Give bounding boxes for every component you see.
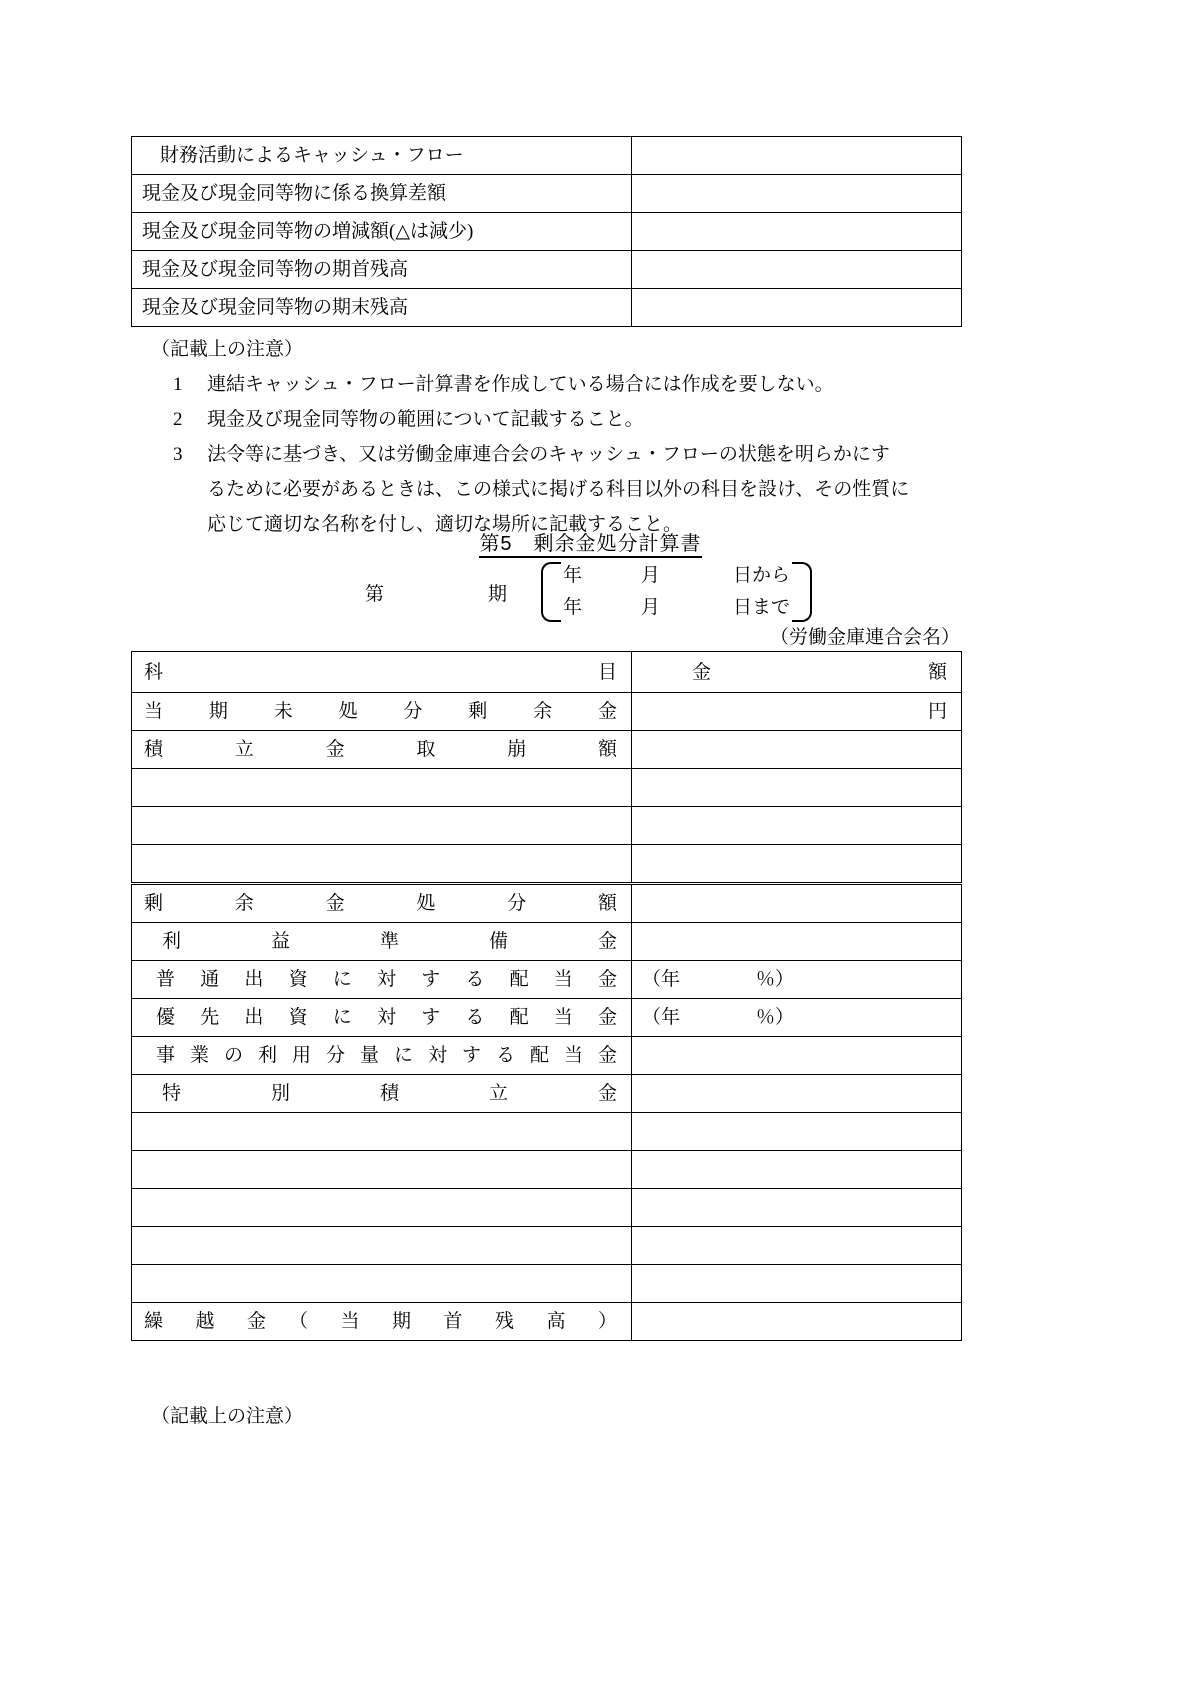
table-row — [132, 213, 962, 251]
period-to-year: 年 — [563, 597, 583, 618]
cashflow-item-cell — [132, 213, 632, 251]
surplus-item-cell[interactable] — [132, 769, 632, 807]
surplus-item-label-wrap — [132, 961, 631, 998]
surplus-item-label: 利 益 準 備 金 — [162, 931, 617, 952]
surplus-table — [131, 651, 962, 1341]
note-text: 法令等に基づき、又は労働金庫連合会のキャッシュ・フローの状態を明らかにす — [207, 444, 890, 465]
cashflow-table — [131, 136, 962, 327]
cashflow-amount-value — [632, 251, 961, 288]
surplus-header-amount-right: 額 — [927, 661, 947, 683]
surplus-item-label: 積 立 金 取 崩 額 — [144, 739, 617, 760]
surplus-item-label: 繰 越 金 （ 当 期 首 残 高 ） — [144, 1311, 617, 1332]
cashflow-amount-value — [632, 213, 961, 250]
note-continuation: 応じて適切な名称を付し、適切な場所に記載すること。 — [207, 514, 683, 535]
left-bracket-icon — [537, 560, 551, 624]
surplus-header-amount-left: 金 — [692, 661, 712, 683]
notes-top-container — [131, 332, 971, 542]
surplus-item-label-wrap — [132, 731, 631, 768]
surplus-item-label-wrap — [132, 693, 631, 730]
surplus-item-label-wrap — [132, 885, 631, 922]
table-row — [132, 251, 962, 289]
cashflow-table-container — [131, 136, 962, 327]
surplus-amount-value: （年 ％） — [642, 1007, 795, 1028]
surplus-amount-cell[interactable] — [632, 1037, 962, 1075]
cashflow-amount-value — [632, 137, 961, 174]
surplus-header-amount — [632, 654, 961, 691]
cashflow-item-cell — [132, 289, 632, 327]
note-text: 現金及び現金同等物の範囲について記載すること。 — [207, 409, 644, 430]
surplus-item-label — [132, 845, 631, 882]
cashflow-amount-value — [632, 289, 961, 326]
surplus-amount-cell[interactable] — [632, 845, 962, 884]
table-row — [132, 807, 962, 845]
surplus-item-label: 特 別 積 立 金 — [162, 1083, 617, 1104]
period-date-to — [563, 592, 790, 624]
section-title — [0, 527, 1181, 556]
surplus-amount-cell[interactable] — [632, 1151, 962, 1189]
table-row — [132, 175, 962, 213]
surplus-amount-value: （年 ％） — [642, 969, 795, 990]
surplus-amount-value — [632, 1303, 961, 1340]
surplus-item-label — [132, 1189, 631, 1226]
cashflow-item-label: 財務活動によるキャッシュ・フロー — [160, 144, 464, 166]
surplus-amount-value — [632, 1265, 961, 1302]
cashflow-amount-cell[interactable] — [632, 289, 962, 327]
cashflow-amount-cell[interactable] — [632, 251, 962, 289]
cashflow-item-label: 現金及び現金同等物の増減額(△は減少) — [142, 220, 474, 242]
surplus-amount-cell[interactable] — [632, 731, 962, 769]
surplus-table-body — [132, 652, 962, 1341]
notes-top-heading: （記載上の注意） — [151, 339, 304, 360]
surplus-item-label-wrap — [132, 923, 631, 960]
cashflow-item-cell — [132, 251, 632, 289]
surplus-amount-value — [632, 807, 961, 844]
surplus-amount-value — [632, 769, 961, 806]
cashflow-amount-value — [632, 175, 961, 212]
surplus-item-label — [132, 1113, 631, 1150]
cashflow-table-body — [132, 137, 962, 327]
surplus-item-cell[interactable] — [132, 1189, 632, 1227]
surplus-amount-value — [632, 885, 961, 922]
surplus-amount-cell[interactable] — [632, 769, 962, 807]
surplus-amount-cell[interactable] — [632, 693, 962, 731]
surplus-item-label-wrap — [132, 999, 631, 1036]
surplus-amount-value — [632, 1151, 961, 1188]
period-bracket-group — [537, 560, 816, 624]
surplus-header-amount-cell — [632, 652, 962, 693]
table-row — [132, 884, 962, 923]
surplus-header-item — [132, 654, 631, 691]
surplus-amount-value: 円 — [927, 701, 947, 722]
table-row — [132, 1189, 962, 1227]
surplus-item-cell[interactable] — [132, 845, 632, 884]
surplus-item-label — [132, 769, 631, 806]
surplus-amount-value — [632, 1075, 961, 1112]
table-row — [132, 1037, 962, 1075]
surplus-item-label-wrap — [132, 1037, 631, 1074]
surplus-amount-cell[interactable] — [632, 884, 962, 923]
surplus-amount-cell[interactable] — [632, 1075, 962, 1113]
note-item — [131, 367, 971, 402]
surplus-amount-value — [632, 1037, 961, 1074]
surplus-item-cell — [132, 999, 632, 1037]
surplus-header-item-label: 科 目 — [144, 661, 617, 683]
surplus-amount-cell[interactable] — [632, 807, 962, 845]
period-from-month: 月 — [641, 565, 661, 586]
table-row — [132, 1303, 962, 1341]
surplus-item-cell — [132, 1075, 632, 1113]
note-item — [131, 437, 971, 472]
surplus-item-label — [132, 807, 631, 844]
table-row — [132, 1113, 962, 1151]
notes-bottom-container — [131, 1399, 303, 1434]
period-date-from — [563, 560, 790, 592]
surplus-amount-value — [632, 845, 961, 882]
surplus-item-label — [132, 1151, 631, 1188]
surplus-amount-cell[interactable] — [632, 923, 962, 961]
surplus-amount-value — [632, 731, 961, 768]
right-bracket-icon — [802, 560, 816, 624]
table-row — [132, 1227, 962, 1265]
period-header — [0, 560, 1181, 624]
table-row — [132, 999, 962, 1037]
surplus-item-label: 普通出資に対する配当金 — [156, 969, 617, 990]
note-number: 2 — [173, 409, 183, 430]
surplus-item-cell[interactable] — [132, 1113, 632, 1151]
surplus-amount-value — [632, 1227, 961, 1264]
table-row — [132, 961, 962, 999]
section-title-text: 第5 剰余金処分計算書 — [479, 533, 701, 558]
surplus-item-cell — [132, 884, 632, 923]
surplus-item-cell[interactable] — [132, 807, 632, 845]
surplus-item-label: 優先出資に対する配当金 — [156, 1007, 617, 1028]
note-item — [131, 402, 971, 437]
period-from-day: 日から — [733, 565, 791, 586]
cashflow-amount-cell[interactable] — [632, 213, 962, 251]
note-text: 連結キャッシュ・フロー計算書を作成している場合には作成を要しない。 — [207, 374, 834, 395]
surplus-header-item-cell — [132, 652, 632, 693]
surplus-item-cell[interactable] — [132, 1227, 632, 1265]
cashflow-item-cell — [132, 137, 632, 175]
table-row — [132, 1075, 962, 1113]
surplus-item-label — [132, 1265, 631, 1302]
surplus-item-label-wrap — [132, 1075, 631, 1112]
cashflow-item-label: 現金及び現金同等物に係る換算差額 — [142, 182, 447, 204]
cashflow-amount-cell[interactable] — [632, 175, 962, 213]
surplus-item-cell[interactable] — [132, 1151, 632, 1189]
note-continuation: るために必要があるときは、この様式に掲げる科目以外の科目を設け、その性質に — [207, 479, 910, 500]
period-dates — [551, 560, 802, 624]
surplus-item-cell — [132, 1303, 632, 1341]
table-row — [132, 731, 962, 769]
note-number: 3 — [173, 444, 183, 465]
cashflow-item-label: 現金及び現金同等物の期末残高 — [142, 296, 409, 318]
cashflow-amount-cell[interactable] — [632, 137, 962, 175]
period-to-month: 月 — [641, 597, 661, 618]
period-label: 第 期 — [364, 583, 529, 605]
surplus-item-cell[interactable] — [132, 1265, 632, 1303]
surplus-item-cell — [132, 961, 632, 999]
table-row — [132, 845, 962, 884]
notes-bottom-heading: （記載上の注意） — [151, 1406, 304, 1427]
surplus-item-label: 事業の利用分量に対する配当金 — [156, 1045, 617, 1066]
surplus-amount-cell[interactable] — [632, 961, 962, 999]
surplus-amount-value — [632, 1189, 961, 1226]
surplus-amount-value — [632, 1113, 961, 1150]
surplus-item-cell — [132, 923, 632, 961]
table-row — [132, 1151, 962, 1189]
surplus-amount-cell[interactable] — [632, 1303, 962, 1341]
association-name: （労働金庫連合会名） — [769, 627, 960, 648]
surplus-amount-cell[interactable] — [632, 1189, 962, 1227]
surplus-item-label: 当 期 未 処 分 剰 余 金 — [144, 701, 617, 722]
surplus-item-label: 剰 余 金 処 分 額 — [144, 893, 617, 914]
note-number: 1 — [173, 374, 183, 395]
surplus-item-cell — [132, 731, 632, 769]
surplus-item-cell — [132, 1037, 632, 1075]
table-row — [132, 137, 962, 175]
surplus-item-label — [132, 1227, 631, 1264]
period-to-day: 日まで — [733, 597, 791, 618]
surplus-amount-cell[interactable] — [632, 1227, 962, 1265]
surplus-item-cell — [132, 693, 632, 731]
table-row — [132, 769, 962, 807]
table-row — [132, 693, 962, 731]
table-row — [132, 289, 962, 327]
surplus-item-label-wrap — [132, 1303, 631, 1340]
table-row — [132, 1265, 962, 1303]
cashflow-item-cell — [132, 175, 632, 213]
surplus-amount-cell[interactable] — [632, 1265, 962, 1303]
cashflow-item-label: 現金及び現金同等物の期首残高 — [142, 258, 409, 280]
surplus-table-container — [131, 651, 962, 1341]
period-from-year: 年 — [563, 565, 583, 586]
surplus-amount-cell[interactable] — [632, 999, 962, 1037]
surplus-amount-value — [632, 923, 961, 960]
table-header-row — [132, 652, 962, 693]
table-row — [132, 923, 962, 961]
surplus-amount-cell[interactable] — [632, 1113, 962, 1151]
